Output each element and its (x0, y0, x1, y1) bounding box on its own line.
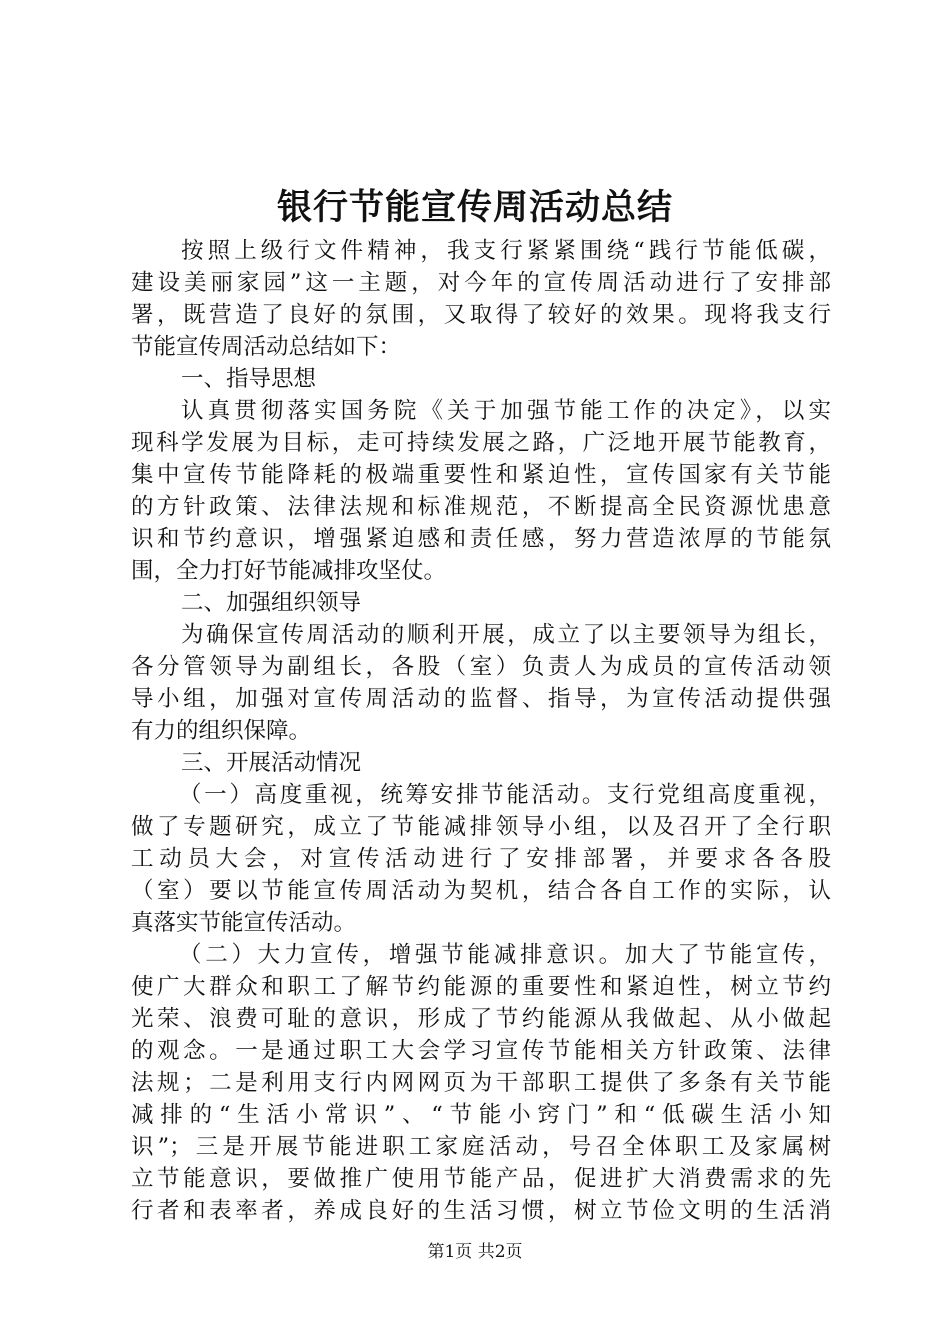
paragraph-line: 导小组，加强对宣传周活动的监督、指导，为宣传活动提供强 (131, 686, 831, 712)
paragraph-line: 的观念。一是通过职工大会学习宣传节能相关方针政策、法律 (131, 1038, 831, 1064)
paragraph-line: 做了专题研究，成立了节能减排领导小组，以及召开了全行职 (131, 814, 831, 840)
paragraph-line: 立节能意识，要做推广使用节能产品，促进扩大消费需求的先 (131, 1166, 831, 1192)
paragraph-line: 识和节约意识，增强紧迫感和责任感，努力营造浓厚的节能氛 (131, 526, 831, 552)
paragraph-line: 真落实节能宣传活动。 (131, 910, 357, 936)
paragraph-line: 的方针政策、法律法规和标准规范，不断提高全民资源忧患意 (131, 494, 831, 520)
section-heading: 三、开展活动情况 (181, 750, 362, 776)
paragraph-line: 署，既营造了良好的氛围，又取得了较好的效果。现将我支行 (131, 302, 831, 328)
paragraph-line: 按照上级行文件精神，我支行紧紧围绕“践行节能低碳， (181, 238, 831, 264)
paragraph-line: （一）高度重视，统筹安排节能活动。支行党组高度重视， (179, 782, 831, 808)
paragraph-line: 围，全力打好节能减排攻坚仗。 (131, 558, 447, 584)
paragraph-line: 识”；三是开展节能进职工家庭活动，号召全体职工及家属树 (131, 1134, 831, 1160)
paragraph-line: 集中宣传节能降耗的极端重要性和紧迫性，宣传国家有关节能 (131, 462, 831, 488)
paragraph-line: 工动员大会，对宣传活动进行了安排部署，并要求各各股 (131, 846, 831, 872)
section-heading: 一、指导思想 (181, 366, 317, 392)
document-title: 银行节能宣传周活动总结 (276, 187, 673, 228)
paragraph-line: 现科学发展为目标，走可持续发展之路，广泛地开展节能教育， (131, 430, 831, 456)
section-heading: 二、加强组织领导 (181, 590, 362, 616)
paragraph-line: 使广大群众和职工了解节约能源的重要性和紧迫性，树立节约 (131, 974, 831, 1000)
paragraph-line: （室）要以节能宣传周活动为契机，结合各自工作的实际，认 (131, 878, 831, 904)
paragraph-line: 法规；二是利用支行内网网页为干部职工提供了多条有关节能 (131, 1070, 831, 1096)
paragraph-line: 行者和表率者，养成良好的生活习惯，树立节俭文明的生活消 (131, 1198, 831, 1224)
paragraph-line: 认真贯彻落实国务院《关于加强节能工作的决定》，以实 (181, 398, 831, 424)
paragraph-line: 各分管领导为副组长，各股（室）负责人为成员的宣传活动领 (131, 654, 831, 680)
paragraph-line: 减排的“生活小常识”、“节能小窍门”和“低碳生活小知 (131, 1102, 831, 1128)
page-number-footer: 第1页 共2页 (427, 1242, 523, 1262)
paragraph-line: 为确保宣传周活动的顺利开展，成立了以主要领导为组长， (181, 622, 831, 648)
paragraph-line: 建设美丽家园”这一主题，对今年的宣传周活动进行了安排部 (131, 270, 831, 296)
paragraph-line: 有力的组织保障。 (131, 718, 312, 744)
document-body (131, 235, 831, 1227)
paragraph-line: 光荣、浪费可耻的意识，形成了节约能源从我做起、从小做起 (131, 1006, 831, 1032)
paragraph-line: （二）大力宣传，增强节能减排意识。加大了节能宣传， (179, 942, 831, 968)
paragraph-line: 节能宣传周活动总结如下： (131, 334, 402, 360)
